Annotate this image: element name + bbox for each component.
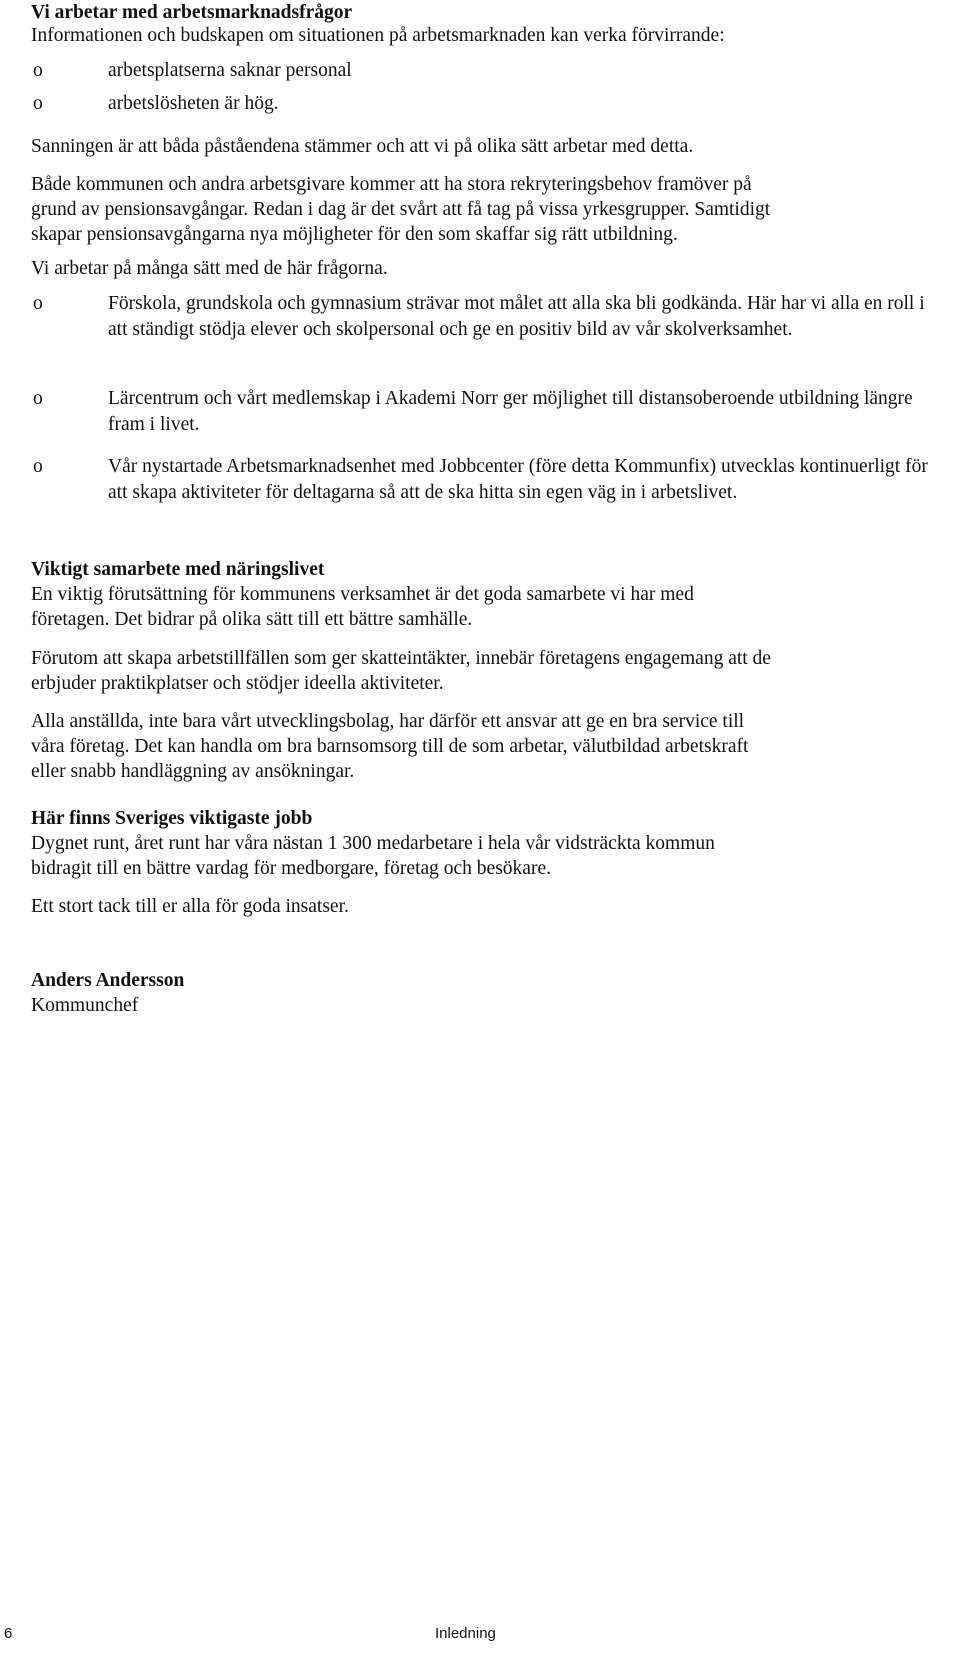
paragraph-line: Både kommunen och andra arbetsgivare kommer att ha stora rekryteringsbehov framöver på xyxy=(31,174,752,195)
paragraph-line: grund av pensionsavgångar. Redan i dag är det svårt att få tag på vissa yrkesgrupper. Samtidigt xyxy=(31,199,771,220)
signature-name: Anders Andersson xyxy=(31,970,185,991)
section-heading-business: Viktigt samarbete med näringslivet xyxy=(31,559,325,580)
thanks-paragraph: Ett stort tack till er alla för goda insatser. xyxy=(31,896,349,917)
paragraph-line: Förutom att skapa arbetstillfällen som ger skatteintäkter, innebär företagens engagemang att de xyxy=(31,648,771,669)
bullet-marker: o xyxy=(33,456,43,477)
work-intro: Vi arbetar på många sätt med de här frågorna. xyxy=(31,258,388,279)
footer-section-label: Inledning xyxy=(435,1625,496,1642)
paragraph-line: företagen. Det bidrar på olika sätt till ett bättre samhälle. xyxy=(31,609,473,630)
paragraph-line: En viktig förutsättning för kommunens verksamhet är det goda samarbete vi har med xyxy=(31,584,694,605)
bullet-marker: o xyxy=(33,293,43,314)
section-heading-important-jobs: Här finns Sveriges viktigaste jobb xyxy=(31,808,313,829)
page-number: 6 xyxy=(4,1625,13,1642)
paragraph-line: våra företag. Det kan handla om bra barnsomsorg till de som arbetar, välutbildad arbetskraft xyxy=(31,736,749,757)
bullet-marker: o xyxy=(33,93,43,114)
paragraph-line: skapar pensionsavgångarna nya möjligheter för den som skaffar sig rätt utbildning. xyxy=(31,224,678,245)
intro-paragraph: Informationen och budskapen om situationen på arbetsmarknaden kan verka förvirrande: xyxy=(31,25,725,46)
section-heading-labor-market: Vi arbetar med arbetsmarknadsfrågor xyxy=(31,2,353,23)
paragraph-line: erbjuder praktikplatser och stödjer ideella aktiviteter. xyxy=(31,673,444,694)
paragraph-line: eller snabb handläggning av ansökningar. xyxy=(31,761,355,782)
truth-paragraph: Sanningen är att båda påståendena stämmer och att vi på olika sätt arbetar med detta. xyxy=(31,136,694,157)
paragraph-line: Dygnet runt, året runt har våra nästan 1 300 medarbetare i hela vår vidsträckta kommun xyxy=(31,833,715,854)
bullet-marker: o xyxy=(33,388,43,409)
signature-title: Kommunchef xyxy=(31,995,139,1016)
paragraph-line: bidragit till en bättre vardag för medborgare, företag och besökare. xyxy=(31,858,551,879)
paragraph-line: Alla anställda, inte bara vårt utvecklingsbolag, har därför ett ansvar att ge en bra service till xyxy=(31,711,745,732)
bullet-marker: o xyxy=(33,60,43,81)
